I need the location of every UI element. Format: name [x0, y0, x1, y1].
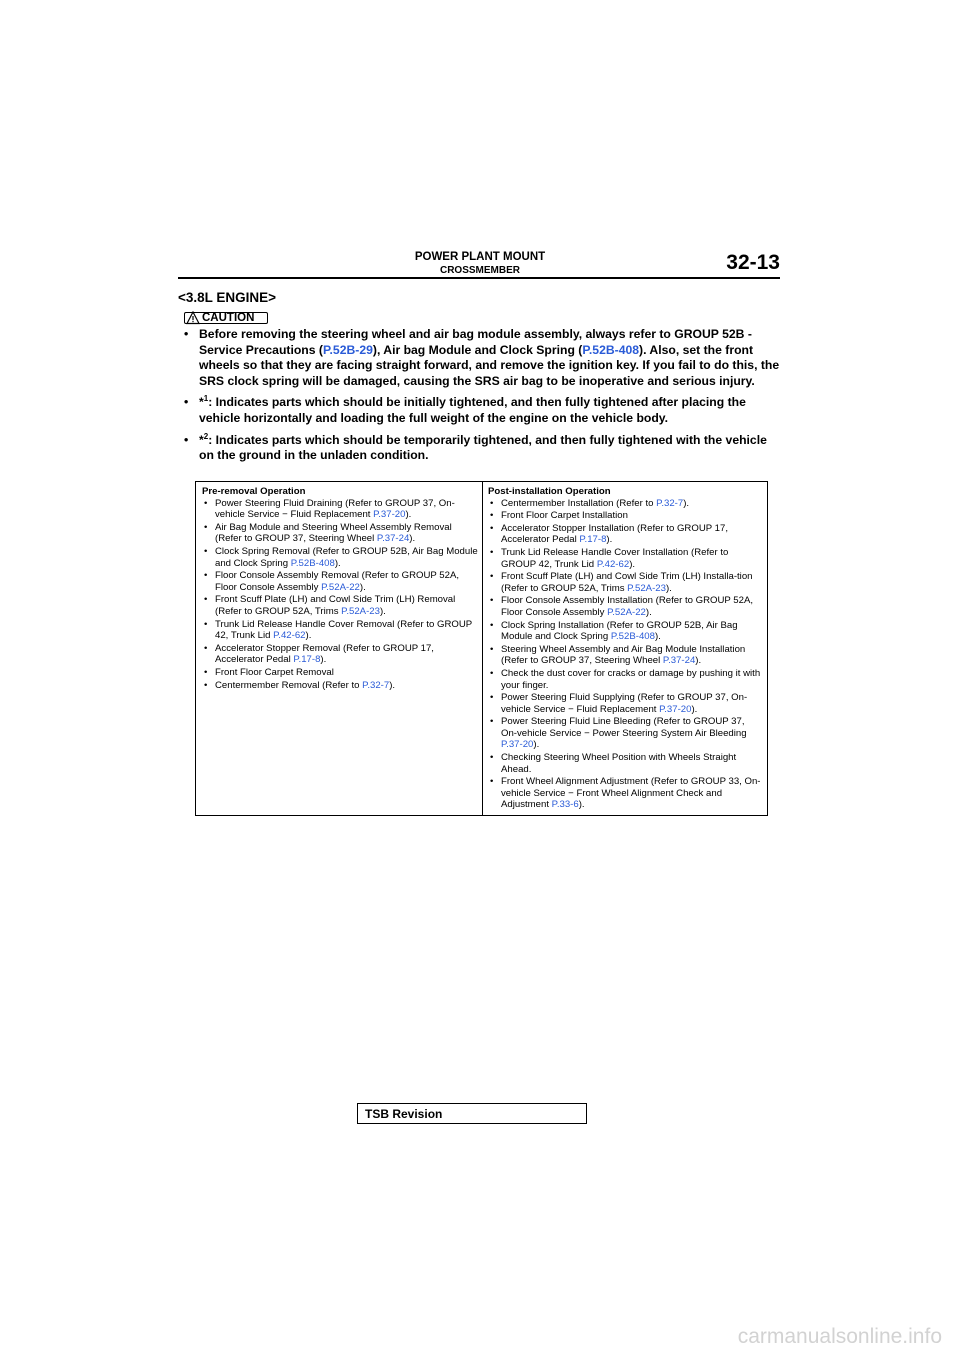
operation-text-tail: ).: [665, 582, 672, 594]
bullet-icon: •: [490, 619, 494, 631]
operation-text-tail: ).: [533, 739, 540, 751]
page-link[interactable]: P.37-24: [662, 655, 696, 667]
operation-text: Front Scuff Plate (LH) and Cowl Side Trim (LH) Removal (Refer to GROUP 52A, Trims: [215, 594, 456, 617]
operation-text: Clock Spring Installation (Refer to GROUP 52B, Air Bag Module and Clock Spring: [501, 619, 738, 643]
header-title: POWER PLANT MOUNT: [414, 251, 546, 263]
watermark: carmanualsonline.info: [737, 1325, 942, 1348]
page-link[interactable]: P.37-20: [373, 509, 406, 521]
operation-item: [488, 595, 763, 618]
operation-text-tail: ).: [405, 509, 412, 521]
operation-item: [488, 644, 763, 667]
bullet-icon: •: [490, 522, 494, 534]
operation-text: Check the dust cover for cracks or damage by pushing it with your finger.: [501, 667, 761, 691]
column-divider: [482, 482, 483, 815]
page-link[interactable]: P.52B-29: [322, 342, 373, 357]
operation-text-tail: ).: [606, 534, 613, 546]
bullet-icon: •: [204, 545, 208, 557]
caution-item: [184, 433, 780, 464]
operation-item: [488, 692, 763, 715]
operation-text-tail: ).: [389, 679, 396, 691]
footnote-number: 1: [203, 394, 209, 404]
operation-text: Front Scuff Plate (LH) and Cowl Side Trim (LH) Installa-tion (Refer to GROUP 52A, Trims: [501, 571, 753, 594]
caution-text: : Indicates parts which should be temporarily tightened, and then fully tightened with the vehicle on the ground in the unladen condition.: [199, 432, 767, 463]
operation-text: Floor Console Assembly Removal (Refer to GROUP 52A, Floor Console Assembly: [215, 570, 460, 593]
operation-item: [488, 620, 763, 643]
page-link[interactable]: P.32-7: [656, 497, 684, 509]
bullet-icon: •: [490, 752, 494, 764]
caution-text: Before removing the steering wheel and air bag module assembly, always refer to GROUP 52B - Service Precautions (: [199, 327, 752, 357]
tsb-revision-label: TSB Revision: [365, 1107, 443, 1121]
warning-triangle-icon: [186, 311, 200, 325]
section-title: <3.8L ENGINE>: [178, 290, 277, 305]
operation-item: [202, 594, 478, 617]
bullet-icon: •: [490, 546, 494, 558]
operation-item: [488, 498, 763, 510]
operation-item: [488, 716, 763, 751]
post-installation-heading: Post-installation Operation: [488, 486, 611, 497]
operation-text: Trunk Lid Release Handle Cover Installation (Refer to GROUP 42, Trunk Lid: [501, 546, 729, 570]
caution-text: ), Air bag Module and Clock Spring (: [372, 342, 583, 357]
caution-badge: [184, 312, 268, 324]
operation-text-tail: ).: [578, 799, 585, 811]
operation-text-tail: ).: [683, 497, 690, 509]
operation-text: Power Steering Fluid Line Bleeding (Refer to GROUP 37, On-vehicle Service − Power Steering System Air Bleeding: [501, 716, 747, 739]
operation-text: Accelerator Stopper Installation (Refer to GROUP 17, Accelerator Pedal: [501, 522, 728, 546]
bullet-icon: •: [204, 594, 208, 606]
bullet-icon: •: [490, 643, 494, 655]
operation-item: [488, 523, 763, 546]
bullet-icon: •: [184, 432, 189, 447]
operations-table: [195, 481, 768, 816]
operation-text-tail: ).: [334, 557, 341, 569]
operation-item: [202, 643, 478, 666]
pre-removal-list: [202, 498, 478, 692]
operation-item: [488, 571, 763, 594]
operation-item: [202, 498, 478, 521]
bullet-icon: •: [204, 679, 208, 691]
operation-text: Clock Spring Removal (Refer to GROUP 52B, Air Bag Module and Clock Spring: [215, 545, 478, 569]
operation-text: Floor Console Assembly Installation (Refer to GROUP 52A, Floor Console Assembly: [501, 595, 754, 618]
page-link[interactable]: P.52A-22: [321, 581, 360, 593]
post-installation-column: [488, 486, 763, 812]
page-link[interactable]: P.17-8: [579, 534, 607, 546]
page-link[interactable]: P.52A-23: [627, 582, 666, 594]
operation-item: [488, 752, 763, 775]
operation-item: [202, 522, 478, 545]
operation-text: Power Steering Fluid Draining (Refer to GROUP 37, On-vehicle Service − Fluid Replacement: [215, 497, 455, 521]
bullet-icon: •: [204, 618, 208, 630]
operation-text: Centermember Removal (Refer to: [215, 679, 363, 691]
operation-item: [202, 680, 478, 692]
page-link[interactable]: P.52A-22: [607, 606, 646, 618]
page-link[interactable]: P.37-20: [501, 739, 534, 751]
page-link[interactable]: P.33-6: [551, 799, 579, 811]
bullet-icon: •: [184, 395, 189, 410]
operation-text: Air Bag Module and Steering Wheel Assembly Removal (Refer to GROUP 37, Steering Wheel: [215, 521, 452, 545]
operation-text-tail: ).: [320, 654, 327, 666]
asterisk: *: [199, 395, 204, 410]
bullet-icon: •: [490, 497, 494, 509]
bullet-icon: •: [204, 570, 208, 582]
operation-text: Trunk Lid Release Handle Cover Removal (Refer to GROUP 42, Trunk Lid: [215, 618, 473, 642]
page-link[interactable]: P.32-7: [362, 679, 390, 691]
bullet-icon: •: [204, 497, 208, 509]
footnote-number: 2: [203, 431, 209, 441]
caution-list: [184, 327, 780, 470]
bullet-icon: •: [490, 692, 494, 704]
page-link[interactable]: P.37-24: [376, 533, 410, 545]
operation-item: [202, 570, 478, 593]
post-installation-list: [488, 498, 763, 811]
pre-removal-heading: Pre-removal Operation: [202, 486, 306, 497]
bullet-icon: •: [184, 327, 189, 341]
page-link[interactable]: P.52B-408: [290, 557, 335, 569]
caution-text: : Indicates parts which should be initially tightened, and then fully tightened after placing the vehicle horizontally and loading the full weight of the engine on the vehicle body.: [199, 395, 746, 425]
bullet-icon: •: [490, 571, 494, 583]
bullet-icon: •: [490, 667, 494, 679]
operation-text: Accelerator Stopper Removal (Refer to GROUP 17, Accelerator Pedal: [215, 642, 434, 666]
caution-label: CAUTION: [202, 312, 255, 324]
caution-item: [184, 395, 780, 426]
page-link[interactable]: P.42-62: [596, 558, 630, 570]
asterisk: *: [199, 432, 204, 447]
operation-text-tail: ).: [359, 581, 366, 593]
page-link[interactable]: P.17-8: [293, 654, 321, 666]
operation-item: [202, 546, 478, 569]
operation-text: Checking Steering Wheel Position with Wheels Straight Ahead.: [501, 752, 737, 775]
caution-item: [184, 327, 780, 389]
operation-text-tail: ).: [645, 606, 652, 618]
operation-text: Power Steering Fluid Supplying (Refer to GROUP 37, On-vehicle Service − Fluid Replacement: [501, 692, 748, 715]
operation-text-tail: ).: [409, 533, 416, 545]
header-rule: [178, 277, 780, 279]
operation-text: Steering Wheel Assembly and Air Bag Module Installation (Refer to GROUP 37, Steering Wheel: [501, 643, 746, 667]
bullet-icon: •: [204, 666, 208, 678]
bullet-icon: •: [490, 595, 494, 607]
operation-item: [488, 776, 763, 811]
operation-item: [488, 510, 763, 522]
operation-item: [202, 667, 478, 679]
operation-text: Front Floor Carpet Removal: [215, 666, 334, 678]
pre-removal-column: [202, 486, 478, 692]
operation-item: [202, 619, 478, 642]
bullet-icon: •: [204, 521, 208, 533]
operation-text-tail: ).: [305, 630, 312, 642]
operation-text-tail: ).: [691, 703, 698, 715]
header-subtitle: CROSSMEMBER: [439, 265, 520, 276]
operation-text: Front Wheel Alignment Adjustment (Refer to GROUP 33, On-vehicle Service − Front Wheel Alignment Check and Adjustment: [501, 776, 761, 811]
page-link[interactable]: P.52B-408: [582, 342, 640, 357]
operation-text: Centermember Installation (Refer to: [501, 497, 657, 509]
bullet-icon: •: [490, 510, 494, 522]
operation-text-tail: ).: [379, 605, 386, 617]
caution-text: ). Also, set the front wheels so that they are facing straight forward, and remove the ignition key. If you fail to do this, the SRS clock spring will be damaged, causing the SRS air bag to be inoperative and serious injury.: [199, 342, 780, 388]
page-link[interactable]: P.52B-408: [610, 631, 655, 643]
operation-text-tail: ).: [629, 558, 636, 570]
page-link[interactable]: P.42-62: [273, 630, 306, 642]
operation-text-tail: ).: [695, 655, 702, 667]
operation-item: [488, 668, 763, 691]
bullet-icon: •: [204, 642, 208, 654]
tsb-revision-box: [357, 1103, 587, 1124]
operation-item: [488, 547, 763, 570]
bullet-icon: •: [490, 776, 494, 788]
operation-text: Front Floor Carpet Installation: [501, 510, 628, 522]
page-link[interactable]: P.37-20: [659, 703, 692, 715]
operation-text-tail: ).: [654, 631, 661, 643]
page-number: 32-13: [726, 251, 780, 274]
page-link[interactable]: P.52A-23: [341, 605, 380, 617]
bullet-icon: •: [490, 716, 494, 728]
